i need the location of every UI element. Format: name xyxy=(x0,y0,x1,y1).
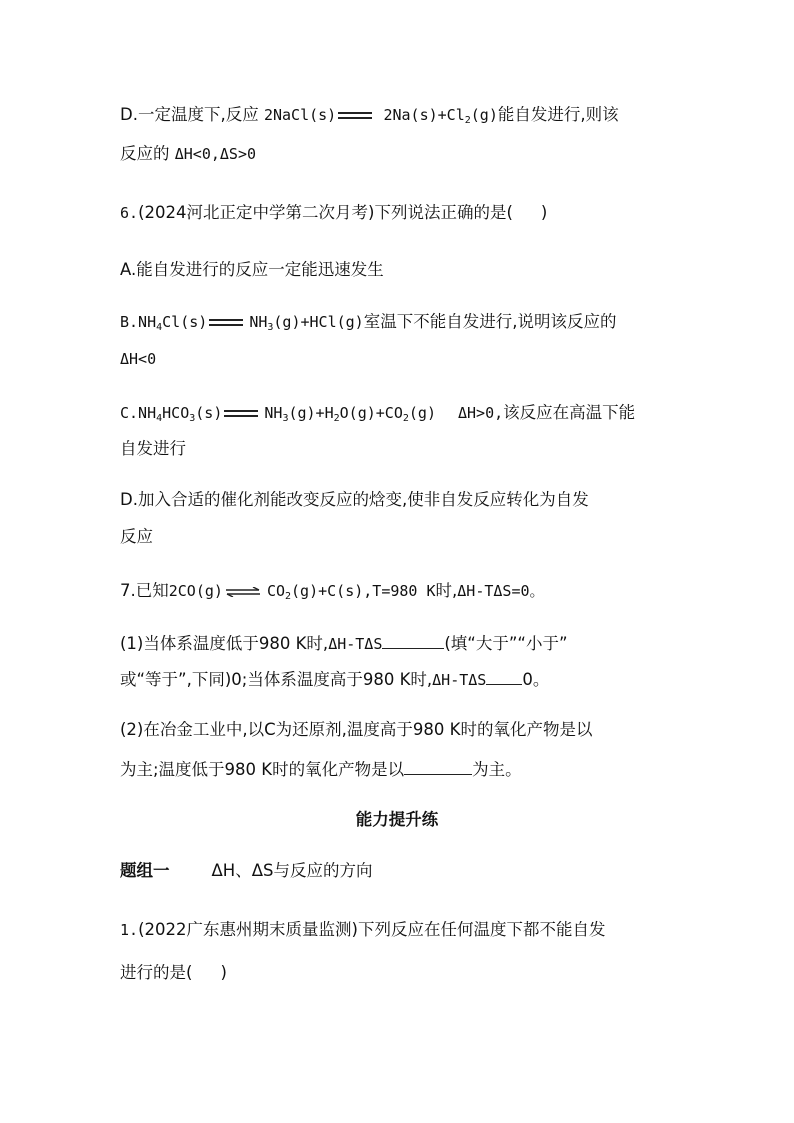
q5d-text: D.一定温度下,反应 xyxy=(120,105,259,124)
q7-p1-expr2: ΔH-TΔS xyxy=(432,671,487,689)
q7-part2-line1 xyxy=(120,718,592,742)
q5-option-d-line2 xyxy=(120,142,256,166)
q6-text: 下列说法正确的是( xyxy=(374,203,513,222)
q6-c-text: 该反应在高温下能 xyxy=(503,403,636,422)
q1-source: (2022广东惠州期末质量监测) xyxy=(138,920,358,939)
q6-paren-close: ) xyxy=(540,203,548,222)
q7-part1-line2 xyxy=(120,666,549,692)
q7-products: $CO_2(g)+C(s),T=980$ K xyxy=(266,582,436,602)
q7-stem xyxy=(120,579,545,609)
q7-p1-expr: ΔH-TΔS xyxy=(328,635,383,653)
q1-number: 1. xyxy=(120,921,139,939)
q7-part2-line2 xyxy=(120,756,522,782)
q7-reactant: 2CO(g) xyxy=(168,582,223,600)
q1-text: 下列反应在任何温度下都不能自发 xyxy=(357,920,606,939)
q7-p2-tail: 为主。 xyxy=(472,760,522,779)
q7-p2-text: (2)在冶金工业中,以C为还原剂,温度高于980 K时的氧化产物是以 xyxy=(120,720,593,739)
q7-p1-text2: 或“等于”,下同)0;当体系温度高于980 K时, xyxy=(120,670,433,689)
group-label: 题组一 xyxy=(120,861,170,880)
q7-part1-line1 xyxy=(120,630,568,656)
q1-paren-close: ) xyxy=(220,963,227,982)
q6-source: (2024河北正定中学第二次月考) xyxy=(138,203,375,222)
q6-c-products: $NH_3(g)+H_2O(g)+CO_2(g)$ xyxy=(264,404,436,424)
answer-blank[interactable] xyxy=(486,666,522,685)
q6-number: 6. xyxy=(120,204,139,222)
q6-option-b-line1 xyxy=(120,310,616,340)
group-heading xyxy=(120,859,372,883)
q6-c-reactant: $C.NH_4HCO_3(s)$ xyxy=(120,404,223,424)
q6-a-text: A.能自发进行的反应一定能迅速发生 xyxy=(120,260,384,279)
q1-stem-line2 xyxy=(120,961,227,985)
q6-option-d-line2 xyxy=(120,525,153,549)
q6-stem xyxy=(120,201,547,225)
q5d-products: $2Na(s)+Cl_2(g)$ xyxy=(383,106,498,126)
answer-blank[interactable] xyxy=(404,756,472,775)
q6-option-c-line1 xyxy=(120,401,635,431)
answer-blank[interactable] xyxy=(382,630,444,649)
q6-b-text: 室温下不能自发进行,说明该反应的 xyxy=(363,312,617,331)
q7-text-post: 时, xyxy=(435,581,458,600)
equals-arrow-icon xyxy=(338,112,372,119)
q6-c-text2: 自发进行 xyxy=(120,439,186,458)
q5-option-d-line1 xyxy=(120,103,619,133)
q7-text: 7.已知 xyxy=(120,581,169,600)
q5d-text: 反应的 xyxy=(120,144,170,163)
q7-condition: ΔH-TΔS=0。 xyxy=(457,582,545,600)
q1-stem-line1 xyxy=(120,918,605,942)
q1-text2: 进行的是( xyxy=(120,963,193,982)
section-title: 能力提升练 xyxy=(355,810,439,829)
q6-option-a xyxy=(120,258,384,282)
q7-p1-text: (1)当体系温度低于980 K时, xyxy=(120,634,329,653)
q5d-condition: ΔH<0,ΔS>0 xyxy=(174,145,257,163)
q6-c-condition: ΔH>0, xyxy=(458,404,504,422)
q6-d-text2: 反应 xyxy=(120,527,153,546)
q6-option-c-line2 xyxy=(120,437,186,461)
reversible-arrow-icon xyxy=(225,587,261,597)
q6-b-products: $NH_3(g)+HCl(g)$ xyxy=(249,313,364,333)
q7-p1-tail: 0。 xyxy=(522,670,550,689)
q6-option-b-line2 xyxy=(120,347,156,371)
group-topic: ΔH、ΔS与反应的方向 xyxy=(211,861,373,880)
q7-p1-hint: (填“大于”“小于” xyxy=(444,634,568,653)
q5d-text-post: 能自发进行,则该 xyxy=(497,105,619,124)
equals-arrow-icon xyxy=(224,410,258,417)
q6-d-text: D.加入合适的催化剂能改变反应的焓变,使非自发反应转化为自发 xyxy=(120,490,589,509)
q6-b-reactant: $B.NH_4Cl(s)$ xyxy=(120,313,208,333)
q5d-reactant: 2NaCl(s) xyxy=(263,106,337,124)
q7-p2-text2: 为主;温度低于980 K时的氧化产物是以 xyxy=(120,760,405,779)
q6-b-condition: ΔH<0 xyxy=(120,350,157,368)
q6-option-d-line1 xyxy=(120,488,589,512)
equals-arrow-icon xyxy=(209,319,243,326)
